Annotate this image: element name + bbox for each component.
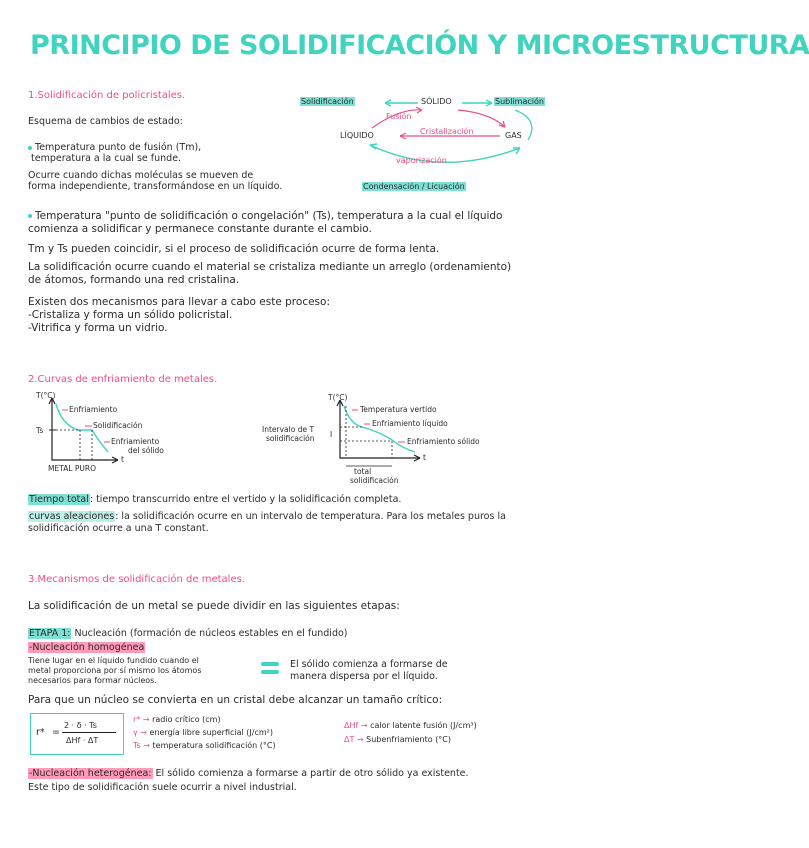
formula-fraction-bar: [62, 732, 116, 733]
bullet-tm-2: temperatura a la cual se funde.: [31, 153, 182, 164]
var-r-key: r*: [133, 715, 141, 724]
graph1-label-del-solido: del sólido: [128, 446, 164, 455]
var-dt-desc: Subenfriamiento (°C): [366, 735, 452, 744]
label-cristalizacion: Cristalización: [420, 127, 474, 136]
var-r-desc: radio crítico (cm): [152, 715, 221, 724]
section-1-heading: 1.Solidificación de policristales.: [28, 90, 186, 101]
curvas-aleaciones-key: curvas aleaciones: [29, 511, 115, 522]
section-2-heading: 2.Curvas de enfriamiento de metales.: [28, 374, 218, 385]
var-ts-key: Ts: [133, 741, 141, 750]
graph1-x-label: t: [121, 455, 124, 464]
curvas-aleaciones-text-2: solidificación ocurre a una T constant.: [28, 523, 209, 534]
section-3-intro: La solidificación de un metal se puede dividir en las siguientes etapas:: [28, 600, 400, 612]
etapa-text: Nucleación (formación de núcleos estables en el fundido): [74, 628, 348, 639]
label-solido: SÓLIDO: [421, 97, 452, 106]
section-3-heading: 3.Mecanismos de solidificación de metales.: [28, 574, 245, 585]
label-fusion: Fusión: [386, 112, 412, 121]
label-gas: GAS: [505, 131, 522, 140]
formula-numerator: 2 · δ · Ts: [64, 721, 97, 730]
var-dhf-key: ΔHf: [344, 721, 359, 730]
para-tm-ts: Tm y Ts pueden coincidir, si el proceso de solidificación ocurre de forma lenta.: [28, 243, 440, 255]
nucleacion-heterogenea-text: El sólido comienza a formarse a partir de otro sólido ya existente.: [152, 768, 469, 779]
bullet-tm-3: Ocurre cuando dichas moléculas se mueven de: [28, 170, 254, 181]
graph2-left-label-2: solidificación: [266, 434, 315, 443]
etapa-key: ETAPA 1:: [29, 628, 71, 639]
formula-eq: =: [52, 727, 60, 738]
nucleacion-heterogenea-key: -Nucleación heterogénea:: [29, 768, 152, 779]
tiempo-total-text: : tiempo transcurrido entre el vertido y la solidificación completa.: [89, 494, 402, 505]
var-dt-key: ΔT: [344, 735, 355, 744]
label-solidificacion: Solidificación: [301, 97, 354, 106]
graph1-label-enfriamiento: Enfriamiento: [69, 405, 118, 414]
graph2-axis-label: T(°C): [328, 393, 348, 402]
graph2-x-label: t: [423, 453, 426, 462]
label-vaporizacion: vaporización: [396, 156, 447, 165]
label-liquido: LÍQUIDO: [340, 131, 374, 140]
nh-result-2: manera dispersa por el líquido.: [290, 671, 438, 682]
label-condensacion: Condensación / Licuación: [363, 182, 465, 191]
curvas-aleaciones-text: : la solidificación ocurre en un intervalo de temperatura. Para los metales puros la: [115, 511, 506, 522]
graph2-label-solido: Enfriamiento sólido: [407, 437, 480, 446]
para-mech-3: -Vitrifica y forma un vidrio.: [28, 322, 168, 334]
graph1-ts: Ts: [36, 426, 44, 435]
esquema-label: Esquema de cambios de estado:: [28, 116, 183, 127]
label-sublimacion: Sublimación: [495, 97, 544, 106]
critico-text: Para que un núcleo se convierta en un cristal debe alcanzar un tamaño crítico:: [28, 694, 443, 706]
var-dhf-desc: calor latente fusión (J/cm³): [370, 721, 477, 730]
para-mech-2: -Cristaliza y forma un sólido policristal.: [28, 309, 233, 321]
nh-result-1: El sólido comienza a formarse de: [290, 659, 448, 670]
nh-line-2: metal proporciona por sí mismo los átomos: [28, 666, 202, 675]
graph2-left-label-1: Intervalo de T: [262, 425, 315, 434]
page-title: PRINCIPIO DE SOLIDIFICACIÓN Y MICROESTRUCTURA: [30, 30, 809, 61]
tiempo-total-key: Tiempo total: [29, 494, 89, 505]
bullet-tm-1: Temperatura punto de fusión (Tm),: [35, 142, 202, 153]
para-solid-1: La solidificación ocurre cuando el material se cristaliza mediante un arreglo (ordenamiento): [28, 261, 512, 273]
nh-line-1: Tiene lugar en el líquido fundido cuando el: [28, 656, 199, 665]
var-gamma-key: γ: [133, 728, 138, 737]
graph1-axis-label: T(°C): [36, 391, 56, 400]
formula-lhs: r*: [36, 727, 45, 738]
graph2-interval-mark: I: [330, 430, 333, 439]
bullet-tm-4: forma independiente, transformándose en un líquido.: [28, 181, 283, 192]
graph2-bottom-label-1: total: [354, 467, 372, 476]
graph1-label-solidificacion: Solidificación: [93, 421, 143, 430]
graph2-label-liquido: Enfriamiento líquido: [372, 419, 448, 428]
var-gamma-desc: energía libre superficial (J/cm²): [149, 728, 273, 737]
formula-denominator: ΔHf · ΔT: [66, 736, 99, 745]
para-mech-1: Existen dos mecanismos para llevar a cabo este proceso:: [28, 296, 330, 308]
bullet-ts-2: comienza a solidificar y permanece constante durante el cambio.: [28, 223, 372, 235]
graph1-label-enfriamiento-solido: Enfriamiento: [111, 437, 160, 446]
graph1-caption: METAL PURO: [48, 464, 97, 473]
graph2-label-vertido: Temperatura vertido: [360, 405, 437, 414]
bullet-ts-1: Temperatura "punto de solidificación o congelación" (Ts), temperatura a la cual el líquido: [35, 210, 503, 222]
para-solid-2: de átomos, formando una red cristalina.: [28, 274, 240, 286]
nucleacion-heterogenea-text-2: Este tipo de solidificación suele ocurrir a nivel industrial.: [28, 782, 297, 793]
graph2-bottom-label-2: solidificación: [350, 476, 399, 485]
var-ts-desc: temperatura solidificación (°C): [152, 741, 276, 750]
nucleacion-homogenea: -Nucleación homogénea: [29, 642, 145, 653]
nh-line-3: necesarios para formar núcleos.: [28, 676, 157, 685]
